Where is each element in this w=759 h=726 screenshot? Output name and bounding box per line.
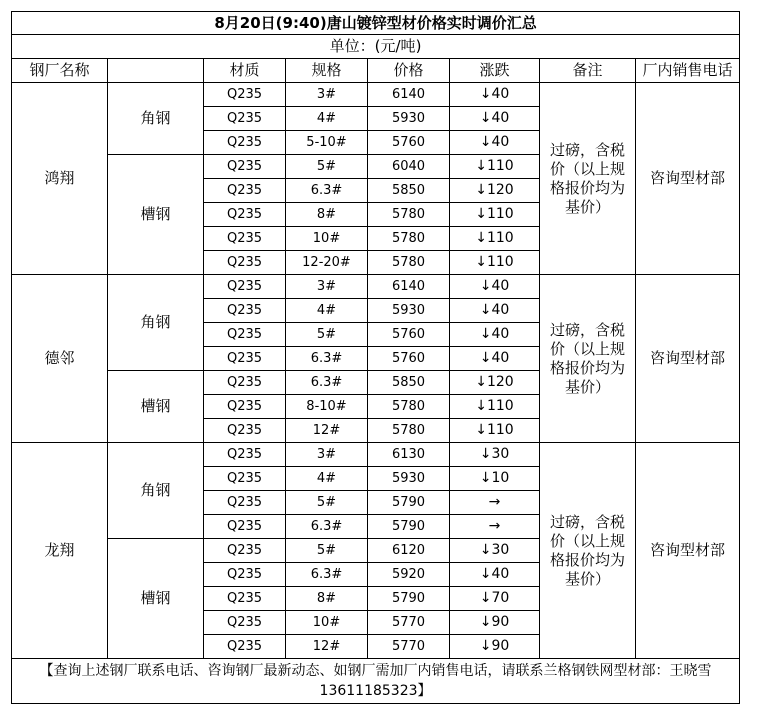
change-cell: ↓110: [450, 419, 540, 443]
spec-cell: 4#: [286, 107, 368, 131]
header-change: 涨跌: [450, 59, 540, 83]
spec-cell: 3#: [286, 83, 368, 107]
footer-note: 【查询上述钢厂联系电话、咨询钢厂最新动态、如钢厂需加厂内销售电话，请联系兰格钢铁网型材部：王晓雪13611185323】: [12, 659, 740, 704]
phone-cell: 咨询型材部: [636, 83, 740, 275]
price-cell: 5770: [368, 611, 450, 635]
spec-cell: 5-10#: [286, 131, 368, 155]
header-phone: 厂内销售电话: [636, 59, 740, 83]
price-cell: 5790: [368, 515, 450, 539]
price-table: [11, 11, 740, 704]
price-cell: 5790: [368, 491, 450, 515]
spec-cell: 6.3#: [286, 179, 368, 203]
spec-cell: 8-10#: [286, 395, 368, 419]
price-cell: 6040: [368, 155, 450, 179]
footer-row: [12, 659, 740, 704]
material-cell: Q235: [204, 515, 286, 539]
change-cell: ↓110: [450, 155, 540, 179]
price-cell: 5760: [368, 347, 450, 371]
change-cell: ↓110: [450, 251, 540, 275]
material-cell: Q235: [204, 227, 286, 251]
change-cell: ↓90: [450, 635, 540, 659]
change-cell: ↓120: [450, 371, 540, 395]
material-cell: Q235: [204, 419, 286, 443]
category-name: 槽钢: [108, 371, 204, 443]
remark-cell: 过磅，含税价（以上规格报价均为基价）: [540, 443, 636, 659]
spec-cell: 3#: [286, 275, 368, 299]
spec-cell: 6.3#: [286, 371, 368, 395]
price-cell: 5780: [368, 419, 450, 443]
material-cell: Q235: [204, 467, 286, 491]
header-factory: 钢厂名称: [12, 59, 108, 83]
spec-cell: 8#: [286, 203, 368, 227]
material-cell: Q235: [204, 131, 286, 155]
change-cell: ↓40: [450, 275, 540, 299]
material-cell: Q235: [204, 251, 286, 275]
factory-name: 德邻: [12, 275, 108, 443]
category-name: 角钢: [108, 275, 204, 371]
spec-cell: 8#: [286, 587, 368, 611]
spec-cell: 6.3#: [286, 515, 368, 539]
factory-name: 鸿翔: [12, 83, 108, 275]
material-cell: Q235: [204, 635, 286, 659]
spec-cell: 5#: [286, 491, 368, 515]
change-cell: ↓40: [450, 563, 540, 587]
change-cell: ↓10: [450, 467, 540, 491]
material-cell: Q235: [204, 395, 286, 419]
material-cell: Q235: [204, 491, 286, 515]
table-row: [12, 83, 740, 107]
price-cell: 5850: [368, 179, 450, 203]
price-cell: 5760: [368, 323, 450, 347]
price-cell: 5930: [368, 299, 450, 323]
unit-label: 单位：(元/吨): [12, 35, 740, 59]
change-cell: ↓40: [450, 299, 540, 323]
change-cell: ↓40: [450, 347, 540, 371]
table-row: [12, 443, 740, 467]
material-cell: Q235: [204, 155, 286, 179]
price-cell: 6140: [368, 83, 450, 107]
factory-name: 龙翔: [12, 443, 108, 659]
material-cell: Q235: [204, 611, 286, 635]
change-cell: ↓30: [450, 539, 540, 563]
spec-cell: 12#: [286, 419, 368, 443]
price-cell: 5920: [368, 563, 450, 587]
price-cell: 5780: [368, 251, 450, 275]
material-cell: Q235: [204, 371, 286, 395]
price-cell: 5770: [368, 635, 450, 659]
change-cell: ↓40: [450, 83, 540, 107]
price-cell: 5780: [368, 227, 450, 251]
change-cell: ↓110: [450, 227, 540, 251]
spec-cell: 4#: [286, 299, 368, 323]
price-cell: 5780: [368, 203, 450, 227]
change-cell: ↓40: [450, 107, 540, 131]
price-cell: 5930: [368, 107, 450, 131]
material-cell: Q235: [204, 299, 286, 323]
category-name: 角钢: [108, 443, 204, 539]
change-cell: ↓90: [450, 611, 540, 635]
price-cell: 6130: [368, 443, 450, 467]
spec-cell: 12-20#: [286, 251, 368, 275]
price-cell: 5760: [368, 131, 450, 155]
remark-cell: 过磅，含税价（以上规格报价均为基价）: [540, 83, 636, 275]
material-cell: Q235: [204, 347, 286, 371]
header-price: 价格: [368, 59, 450, 83]
spec-cell: 3#: [286, 443, 368, 467]
table-title: 8月20日(9:40)唐山镀锌型材价格实时调价汇总: [12, 12, 740, 35]
header-spec: 规格: [286, 59, 368, 83]
spec-cell: 6.3#: [286, 563, 368, 587]
change-cell: →: [450, 515, 540, 539]
material-cell: Q235: [204, 275, 286, 299]
material-cell: Q235: [204, 107, 286, 131]
header-material: 材质: [204, 59, 286, 83]
phone-cell: 咨询型材部: [636, 275, 740, 443]
price-cell: 5790: [368, 587, 450, 611]
change-cell: ↓110: [450, 395, 540, 419]
change-cell: →: [450, 491, 540, 515]
material-cell: Q235: [204, 179, 286, 203]
price-cell: 5930: [368, 467, 450, 491]
material-cell: Q235: [204, 83, 286, 107]
category-name: 角钢: [108, 83, 204, 155]
table-row: [12, 275, 740, 299]
material-cell: Q235: [204, 539, 286, 563]
spec-cell: 5#: [286, 323, 368, 347]
category-name: 槽钢: [108, 155, 204, 275]
price-cell: 5850: [368, 371, 450, 395]
spec-cell: 12#: [286, 635, 368, 659]
spec-cell: 5#: [286, 539, 368, 563]
price-cell: 6120: [368, 539, 450, 563]
change-cell: ↓120: [450, 179, 540, 203]
header-category: [108, 59, 204, 83]
spec-cell: 4#: [286, 467, 368, 491]
price-cell: 6140: [368, 275, 450, 299]
material-cell: Q235: [204, 563, 286, 587]
change-cell: ↓70: [450, 587, 540, 611]
remark-cell: 过磅，含税价（以上规格报价均为基价）: [540, 275, 636, 443]
material-cell: Q235: [204, 203, 286, 227]
phone-cell: 咨询型材部: [636, 443, 740, 659]
change-cell: ↓110: [450, 203, 540, 227]
material-cell: Q235: [204, 587, 286, 611]
price-cell: 5780: [368, 395, 450, 419]
change-cell: ↓40: [450, 323, 540, 347]
category-name: 槽钢: [108, 539, 204, 659]
change-cell: ↓30: [450, 443, 540, 467]
header-remark: 备注: [540, 59, 636, 83]
spec-cell: 6.3#: [286, 347, 368, 371]
material-cell: Q235: [204, 443, 286, 467]
change-cell: ↓40: [450, 131, 540, 155]
spec-cell: 10#: [286, 611, 368, 635]
material-cell: Q235: [204, 323, 286, 347]
spec-cell: 5#: [286, 155, 368, 179]
spec-cell: 10#: [286, 227, 368, 251]
